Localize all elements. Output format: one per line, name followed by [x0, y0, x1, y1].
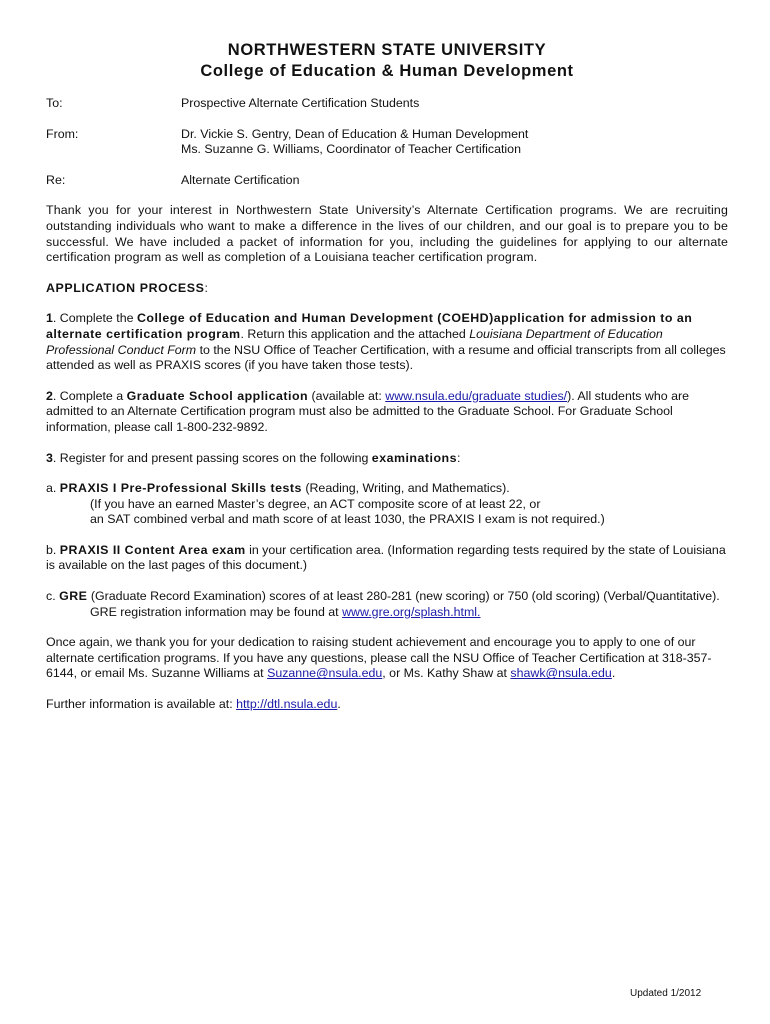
- exam-c: [46, 589, 728, 620]
- step-2-mid: (available at:: [308, 388, 386, 403]
- memo-from-line2: Ms. Suzanne G. Williams, Coordinator of Teacher Certification: [181, 142, 521, 157]
- exam-b: [46, 543, 728, 574]
- closing-mid: , or Ms. Kathy Shaw at: [382, 666, 511, 681]
- step-1-bold: College of Education and Human Development (COEHD)application for admission to an alternate certification program: [46, 311, 693, 341]
- further-info: [46, 697, 728, 713]
- step-2: [46, 389, 728, 436]
- memo-re-label: Re:: [46, 172, 66, 187]
- step-1-pre: . Complete the: [52, 311, 137, 326]
- further-pre: Further information is available at:: [46, 697, 237, 712]
- memo-re-row: [46, 173, 728, 189]
- intro-paragraph: Thank you for your interest in Northwestern State University’s Alternate Certification programs. We are recruiting outstanding individuals who want to make a difference in the lives of our children, and our goal is to prepare you to be successful. We have included a packet of information for you, including the guidelines for applying to our alternate certification program as well as completion of a Louisiana teacher certification program.: [46, 203, 728, 265]
- updated-footer: Updated 1/2012: [630, 988, 702, 999]
- step-3-post: :: [457, 450, 461, 465]
- email-shaw-link[interactable]: shawk@nsula.edu: [510, 666, 612, 681]
- step-2-pre: . Complete a: [52, 388, 127, 403]
- exam-c-bold: GRE: [59, 589, 88, 604]
- step-3-number: 3: [46, 450, 53, 465]
- process-heading: [46, 281, 728, 297]
- step-1-post: to the NSU Office of Teacher Certification, with a resume and official transcripts from all colleges attended as well as PRAXIS scores (if you have taken those tests).: [46, 342, 726, 373]
- closing-paragraph: [46, 635, 728, 682]
- memo-from-line1: Dr. Vickie S. Gentry, Dean of Education & Human Development: [181, 126, 529, 141]
- exam-a-post: (Reading, Writing, and Mathematics).: [301, 481, 510, 496]
- exam-c-note: [46, 605, 481, 619]
- process-heading-text: APPLICATION PROCESS: [46, 280, 205, 295]
- exam-a-bold: PRAXIS I Pre-Professional Skills tests: [59, 481, 302, 496]
- further-post: .: [337, 697, 341, 712]
- exam-a-note1: (If you have an earned Master’s degree, an ACT composite score of at least 22, or: [90, 496, 541, 511]
- document-page: [46, 40, 728, 728]
- exam-b-letter: b.: [46, 542, 60, 557]
- step-3-bold: examinations: [371, 450, 457, 465]
- gre-link[interactable]: www.gre.org/splash.html.: [342, 604, 481, 619]
- step-1: [46, 311, 728, 373]
- memo-from-value: [181, 127, 728, 158]
- exam-c-note-pre: GRE registration information may be found at: [90, 604, 343, 619]
- memo-to-label: To:: [46, 96, 63, 110]
- step-1-mid: . Return this application and the attached: [240, 326, 470, 341]
- step-1-italic: Louisiana Department of Education Professional Conduct Form: [46, 326, 663, 357]
- closing-post: .: [611, 666, 616, 681]
- memo-from-label: From:: [46, 126, 79, 141]
- step-3: [46, 451, 728, 467]
- graduate-studies-link[interactable]: www.nsula.edu/graduate studies/: [385, 388, 568, 403]
- exam-b-bold: PRAXIS II Content Area exam: [59, 542, 246, 557]
- closing-pre: Once again, we thank you for your dedication to raising student achievement and encourage you to apply to one of our alternate certification programs. If you have any questions, please call the NSU Office of Teacher Certification at 318-357-6144, or email Ms. Suzanne Williams at: [46, 635, 712, 681]
- email-suzanne-link[interactable]: Suzanne@nsula.edu: [267, 666, 383, 681]
- memo-re-value: Alternate Certification: [181, 172, 300, 187]
- memo-from-row: [46, 127, 728, 158]
- memo-to-row: [46, 96, 728, 112]
- process-heading-colon: :: [204, 280, 208, 295]
- memo-header: [46, 96, 728, 188]
- college-title: College of Education & Human Development: [200, 62, 574, 80]
- dtl-link[interactable]: http://dtl.nsula.edu: [236, 697, 338, 712]
- exam-c-post: (Graduate Record Examination) scores of at least 280-281 (new scoring) or 750 (old scoring) (Verbal/Quantitative).: [87, 589, 720, 604]
- step-2-bold: Graduate School application: [126, 388, 309, 403]
- university-title: NORTHWESTERN STATE UNIVERSITY: [227, 41, 547, 59]
- memo-to-value: Prospective Alternate Certification Students: [181, 96, 420, 110]
- step-1-number: 1: [46, 311, 53, 326]
- exam-b-post: in your certification area. (Information regarding tests required by the state of Louisiana is available on the last pages of this document.): [46, 542, 726, 573]
- exam-a-letter: a.: [46, 481, 60, 496]
- step-3-pre: . Register for and present passing scores on the following: [52, 450, 372, 465]
- exam-a: [46, 481, 728, 528]
- step-2-number: 2: [46, 388, 53, 403]
- exam-a-note2: an SAT combined verbal and math score of at least 1030, the PRAXIS I exam is not required.): [90, 512, 605, 527]
- step-2-post: ). All students who are admitted to an Alternate Certification program must also be admitted to the Graduate School. For Graduate School information, please call 1-800-232-9892.: [46, 388, 689, 434]
- exam-c-letter: c.: [46, 589, 60, 604]
